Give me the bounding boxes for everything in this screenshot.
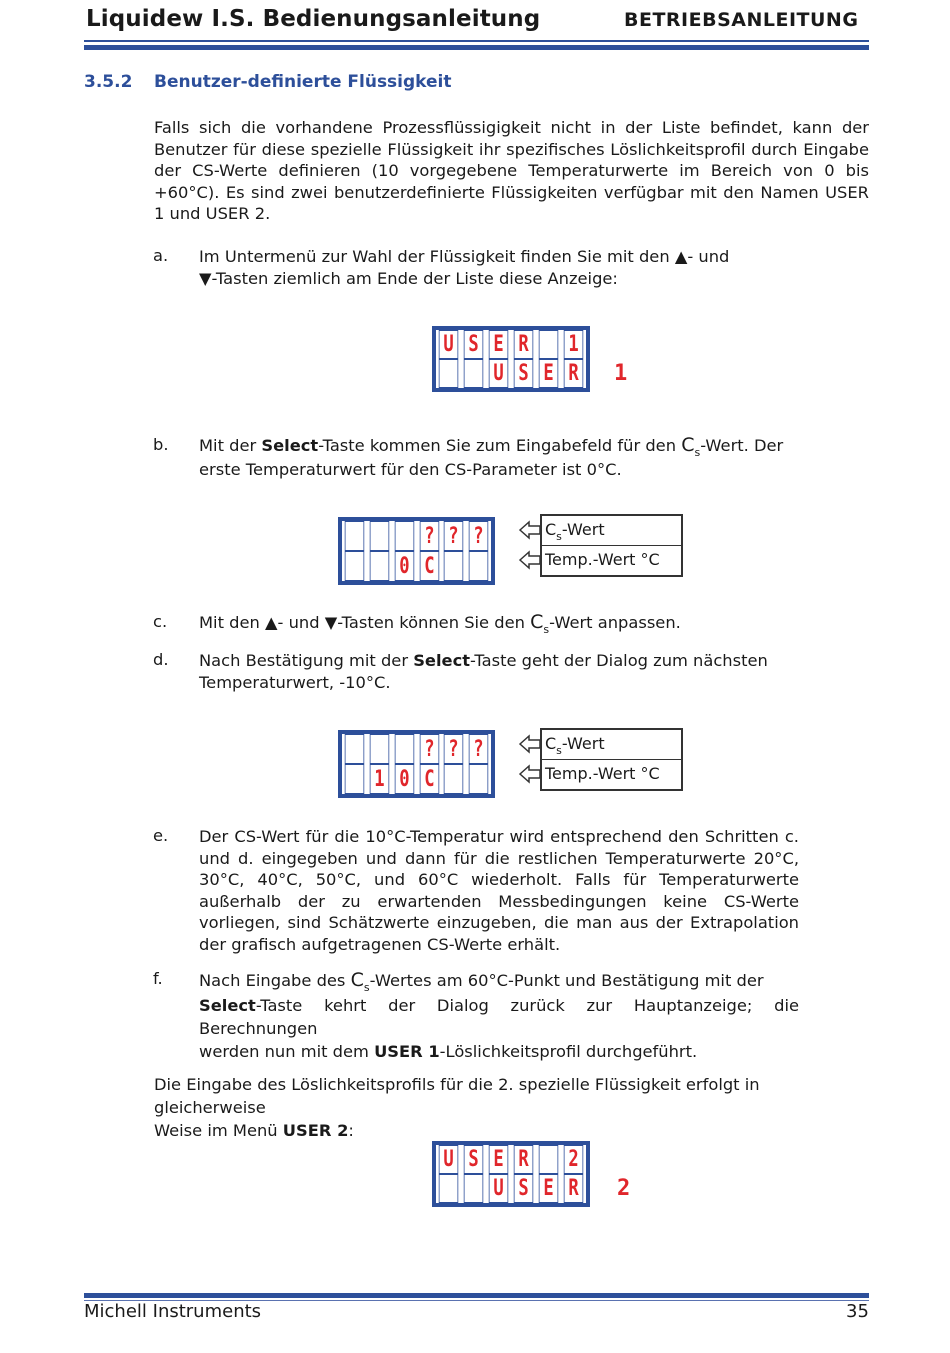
arrow-left-icon	[518, 550, 542, 570]
lcd-cell	[469, 551, 488, 581]
step-a-line1: Im Untermenü zur Wahl der Flüssigkeit finden Sie mit den ▲- und	[199, 247, 730, 266]
lcd-cell	[539, 330, 559, 359]
callout-box	[540, 728, 683, 791]
lcd-cell	[444, 551, 463, 581]
step-d-text: Nach Bestätigung mit der Select-Taste geht der Dialog zum nächsten Temperaturwert, -10°C.	[199, 651, 768, 692]
select-key-label: Select	[261, 436, 319, 455]
lcd-cell	[394, 521, 413, 551]
lcd-cell: E	[489, 330, 509, 359]
lcd-overflow-char: 1	[614, 361, 628, 386]
callout-cs-value: $C_s$-Wert	[542, 516, 681, 546]
lcd-cell: ?	[444, 521, 463, 551]
lcd-cell	[439, 359, 459, 388]
step-d-marker: d.	[153, 650, 169, 669]
up-arrow-icon: ▲	[674, 247, 688, 266]
arrow-left-icon	[518, 764, 542, 784]
lcd-overflow-char: 2	[617, 1176, 631, 1201]
step-a-marker: a.	[153, 246, 169, 265]
lcd-cell: E	[489, 1145, 509, 1174]
arrow-left-icon	[518, 734, 542, 754]
lcd-cell	[439, 1174, 459, 1203]
footer-company: Michell Instruments	[84, 1301, 262, 1322]
document-title: Liquidew I.S. Bedienungsanleitung	[86, 6, 541, 32]
callout-temp-value: Temp.-Wert °C	[545, 549, 660, 569]
lcd-cell	[345, 764, 364, 794]
lcd-cell: C	[419, 551, 438, 581]
lcd-cell: ?	[444, 734, 463, 764]
lcd-cell	[370, 521, 389, 551]
step-c-text: Mit den ▲- und ▼-Tasten können Sie den $C_s$-Wert anpassen.	[199, 611, 681, 636]
lcd-cell	[370, 551, 389, 581]
lcd-cell: 1	[564, 330, 584, 359]
step-e-marker: e.	[153, 826, 169, 845]
lcd-cell: S	[514, 1174, 534, 1203]
section-number: 3.5.2	[84, 72, 133, 92]
intro-paragraph: Falls sich die vorhandene Prozessflüssigigkeit nicht in der Liste befindet, kann der Benutzer für diese spezielle Flüssigkeit ihr spezifisches Löslichkeitsprofil durch Eingabe der CS-Werte definieren (10 vorgegebene Temperaturwerte im Bereich von 0 bis +60°C). Es sind zwei benutzerdefinierte Flüssigkeiten verfügbar mit den Namen USER 1 und USER 2.	[154, 118, 869, 223]
lcd-cell	[394, 734, 413, 764]
step-f-marker: f.	[153, 969, 163, 988]
step-a-text: Im Untermenü zur Wahl der Flüssigkeit finden Sie mit den ▲- und ▼-Tasten ziemlich am Ende der Liste diese Anzeige:	[199, 247, 730, 288]
lcd-cell	[464, 359, 484, 388]
closing-paragraph: Die Eingabe des Löslichkeitsprofils für die 2. spezielle Flüssigkeit erfolgt in gleicherweise Weise im Menü USER 2:	[154, 1075, 760, 1140]
lcd-display-cs-0c	[338, 517, 495, 585]
lcd-cell	[539, 1145, 559, 1174]
lcd-cell: E	[539, 1174, 559, 1203]
lcd-cell	[345, 734, 364, 764]
lcd-cell: C	[419, 764, 438, 794]
lcd-cell: ?	[419, 521, 438, 551]
lcd-cell	[370, 734, 389, 764]
up-arrow-icon: ▲	[264, 613, 278, 632]
lcd-cell: S	[514, 359, 534, 388]
lcd-cell: ?	[469, 734, 488, 764]
lcd-cell: R	[564, 1174, 584, 1203]
lcd-cell: S	[464, 330, 484, 359]
lcd-display-user1	[432, 326, 590, 392]
header-rule-thin	[84, 40, 869, 42]
callout-temp-value: Temp.-Wert °C	[545, 763, 660, 783]
page-number: 35	[846, 1301, 869, 1322]
footer-rule-thick	[84, 1293, 869, 1298]
lcd-cell: R	[564, 359, 584, 388]
select-key-label: Select	[413, 651, 471, 670]
lcd-cell	[464, 1174, 484, 1203]
lcd-cell	[444, 764, 463, 794]
lcd-display-cs-10c	[338, 730, 495, 798]
arrow-left-icon	[518, 520, 542, 540]
step-b-text: Mit der Select-Taste kommen Sie zum Eingabefeld für den $C_s$-Wert. Der erste Temperaturwert für den CS-Parameter ist 0°C.	[199, 434, 784, 479]
lcd-cell	[345, 521, 364, 551]
step-b-marker: b.	[153, 435, 169, 454]
down-arrow-icon: ▼	[324, 613, 338, 632]
select-key-label: Select	[199, 996, 256, 1015]
step-e-text: Der CS-Wert für die 10°C-Temperatur wird entsprechend den Schritten c. und d. eingegeben und dann für die restlichen Temperaturwerte 20°C, 30°C, 40°C, 50°C, und 60°C wiederholt. Falls für Temperaturwerte außerhalb der zu erwartenden Messbedingungen keine CS-Werte vorliegen, sind Schätzwerte einzugeben, die man aus der Extrapolation der grafisch aufgetragenen CS-Werte erhält.	[199, 827, 799, 954]
step-f-text: Nach Eingabe des $C_s$-Wertes am 60°C-Punkt und Bestätigung mit der Select-Taste kehrt der Dialog zurück zur Hauptanzeige; die Berechnungen werden nun mit dem USER 1-Löslichkeitsprofil durchgeführt.	[199, 969, 799, 1061]
lcd-cell: S	[464, 1145, 484, 1174]
lcd-cell: 0	[394, 764, 413, 794]
lcd-cell: ?	[419, 734, 438, 764]
document-section-label: BETRIEBSANLEITUNG	[624, 9, 859, 31]
lcd-cell	[345, 551, 364, 581]
callout-cs-value: $C_s$-Wert	[542, 730, 681, 760]
section-title: Benutzer-definierte Flüssigkeit	[154, 72, 452, 92]
lcd-cell: 2	[564, 1145, 584, 1174]
step-c-marker: c.	[153, 612, 168, 631]
lcd-display-user2	[432, 1141, 590, 1207]
lcd-cell: ?	[469, 521, 488, 551]
lcd-cell: U	[439, 1145, 459, 1174]
lcd-cell: R	[514, 330, 534, 359]
lcd-cell: 1	[370, 764, 389, 794]
lcd-cell: E	[539, 359, 559, 388]
lcd-cell: R	[514, 1145, 534, 1174]
lcd-cell: 0	[394, 551, 413, 581]
lcd-cell: U	[439, 330, 459, 359]
callout-box	[540, 514, 683, 577]
header-rule-thick	[84, 45, 869, 50]
down-arrow-icon: ▼	[199, 268, 212, 288]
lcd-cell: U	[489, 1174, 509, 1203]
lcd-cell	[469, 764, 488, 794]
lcd-cell: U	[489, 359, 509, 388]
